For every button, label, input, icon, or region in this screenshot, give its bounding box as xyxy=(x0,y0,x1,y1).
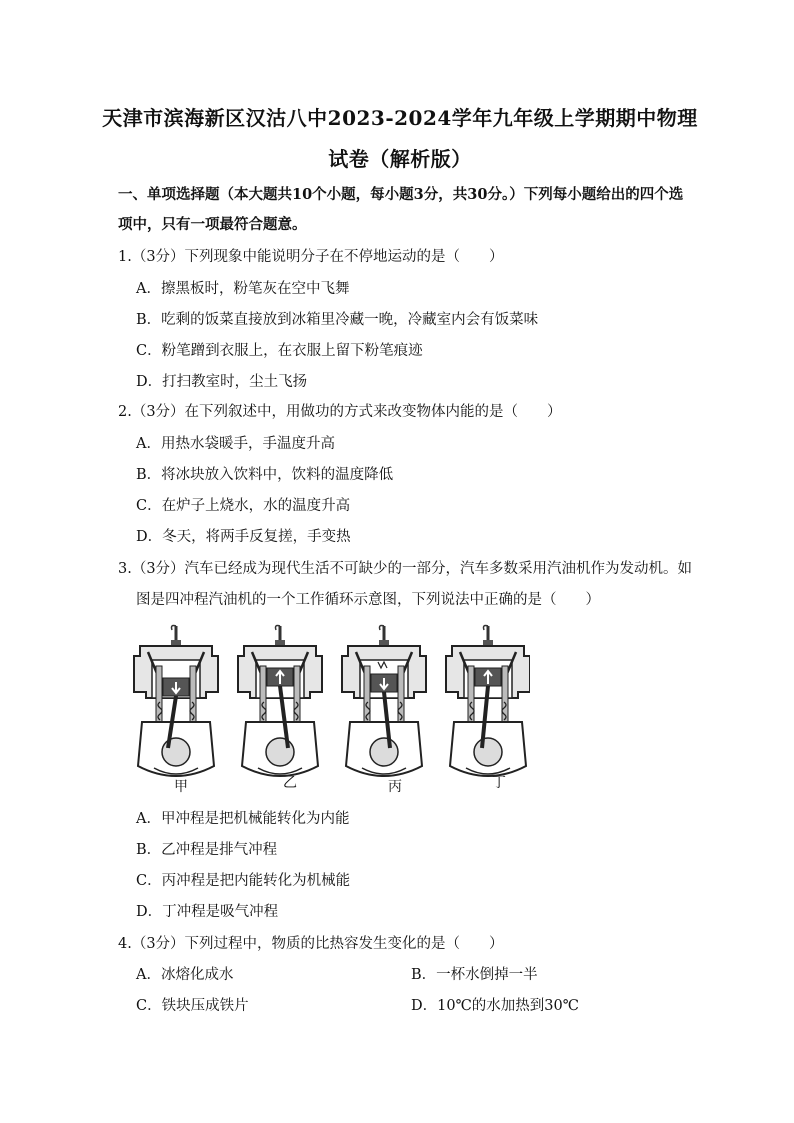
engine-jia xyxy=(134,626,218,777)
section-header xyxy=(118,180,698,240)
engine-strokes-figure xyxy=(130,622,530,797)
question-4-option-a: A．冰熔化成水 xyxy=(136,967,234,983)
figure-label-jia: 甲 xyxy=(174,779,188,795)
document-title-line1: 天津市滨海新区汉沽八中2023-2024学年九年级上学期期中物理 xyxy=(102,106,698,130)
question-3-option-b: B．乙冲程是排气冲程 xyxy=(136,842,278,858)
question-3-stem-line1: 3.（3分）汽车已经成为现代生活不可缺少的一部分，汽车多数采用汽油机作为发动机。如 xyxy=(118,561,693,577)
question-2-option-d: D．冬天，将两手反复搓，手变热 xyxy=(136,529,351,545)
figure-label-bing: 丙 xyxy=(388,779,402,795)
question-4-option-c: C．铁块压成铁片 xyxy=(136,998,249,1014)
question-3-option-c: C．丙冲程是把内能转化为机械能 xyxy=(136,873,351,889)
question-4-option-b: B．一杯水倒掉一半 xyxy=(411,967,538,983)
figure-label-ding: 丁 xyxy=(492,775,506,791)
question-2-option-c: C．在炉子上烧水，水的温度升高 xyxy=(136,498,351,514)
question-3-option-d: D．丁冲程是吸气冲程 xyxy=(136,904,279,920)
engine-ding xyxy=(446,626,530,777)
document-title-line2: 试卷（解析版） xyxy=(328,147,472,171)
engine-yi xyxy=(238,626,322,777)
figure-label-yi: 乙 xyxy=(283,775,297,791)
question-1-option-c: C．粉笔蹭到衣服上，在衣服上留下粉笔痕迹 xyxy=(136,343,423,359)
question-4-stem: 4.（3分）下列过程中，物质的比热容发生变化的是（ ） xyxy=(118,936,504,952)
four-stroke-engine-diagram xyxy=(130,622,530,797)
question-1-option-b: B．吃剩的饭菜直接放到冰箱里冷藏一晚，冷藏室内会有饭菜味 xyxy=(136,312,539,328)
question-3-option-a: A．甲冲程是把机械能转化为内能 xyxy=(136,811,350,827)
section-header-line1: 一、单项选择题（本大题共10个小题，每小题3分，共30分。）下列每小题给出的四个选 xyxy=(118,186,684,203)
question-2-option-b: B．将冰块放入饮料中，饮料的温度降低 xyxy=(136,467,394,483)
section-header-line2: 项中，只有一项最符合题意。 xyxy=(118,216,307,233)
question-1-stem: 1.（3分）下列现象中能说明分子在不停地运动的是（ ） xyxy=(118,249,504,265)
question-4-option-d: D．10℃的水加热到30℃ xyxy=(411,998,579,1014)
engine-bing xyxy=(342,626,426,777)
question-1-option-a: A．擦黑板时，粉笔灰在空中飞舞 xyxy=(136,281,350,297)
question-2-option-a: A．用热水袋暖手，手温度升高 xyxy=(136,436,335,452)
question-3-stem-line2: 图是四冲程汽油机的一个工作循环示意图，下列说法中正确的是（ ） xyxy=(136,592,600,608)
question-2-stem: 2.（3分）在下列叙述中，用做功的方式来改变物体内能的是（ ） xyxy=(118,404,562,420)
question-1-option-d: D．打扫教室时，尘土飞扬 xyxy=(136,374,308,390)
